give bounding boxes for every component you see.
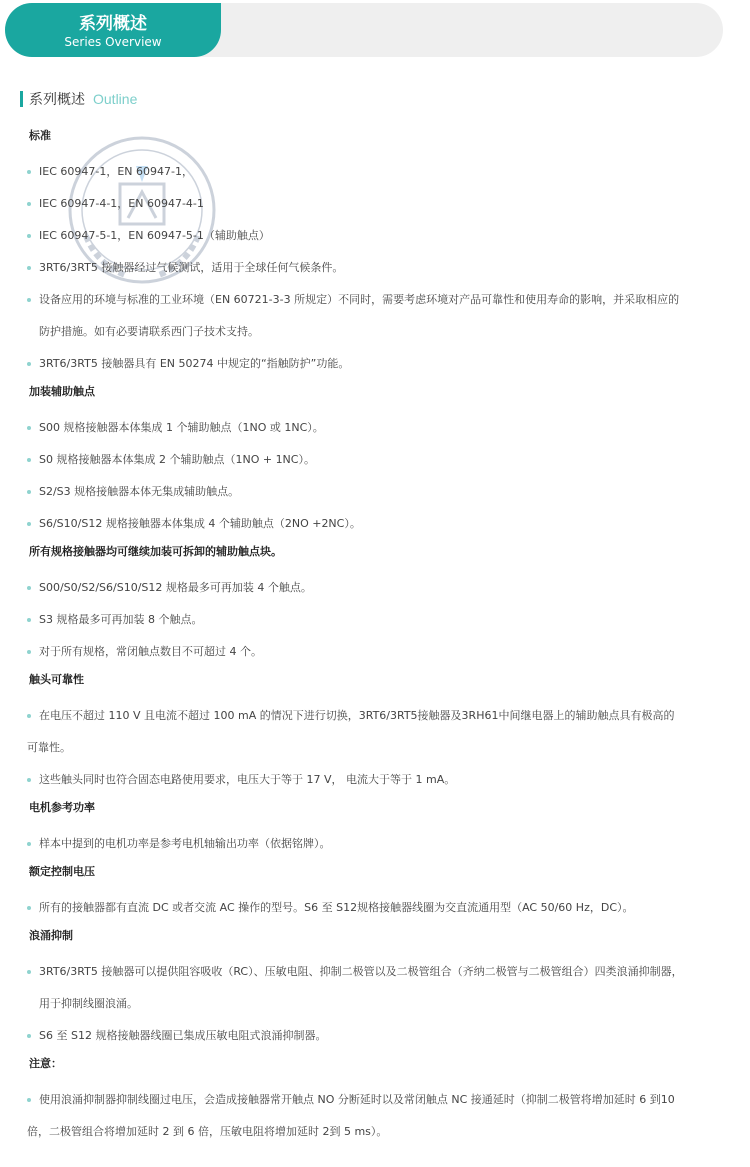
bullet-dot-icon (27, 202, 31, 206)
bullet-dot-icon (27, 266, 31, 270)
bullet-dot-icon (27, 170, 31, 174)
bullet-item (29, 348, 709, 380)
bullet-item (29, 604, 709, 636)
bullet-text: 3RT6/3RT5 接触器具有 EN 50274 中规定的“指触防护”功能。 (39, 357, 350, 370)
section-heading: 电机参考功率 (29, 801, 95, 814)
bullet-text: IEC 60947-1，EN 60947-1， (39, 165, 193, 178)
section-title-en: Outline (93, 91, 138, 107)
bullet-dot-icon (27, 650, 31, 654)
bullet-text: S2/S3 规格接触器本体无集成辅助触点。 (39, 485, 240, 498)
bullet-dot-icon (27, 970, 31, 974)
bullet-item (29, 636, 709, 668)
bullet-dot-icon (27, 586, 31, 590)
bullet-item (29, 1020, 709, 1052)
section-heading: 浪涌抑制 (29, 929, 73, 942)
bullet-item (29, 508, 709, 540)
bullet-item (29, 764, 709, 796)
content-area (29, 124, 709, 1148)
bullet-text: 3RT6/3RT5 接触器可以提供阻容吸收（RC）、压敏电阻、抑制二极管以及二极管组合（齐纳二极管与二极管组合）四类浪涌抑制器， (39, 965, 683, 978)
section-heading: 所有规格接触器均可继续加装可拆卸的辅助触点块。 (29, 545, 282, 558)
header-banner (5, 3, 723, 57)
bullet-text-continuation: 可靠性。 (27, 741, 71, 754)
bullet-text: 对于所有规格，常闭触点数目不可超过 4 个。 (39, 645, 262, 658)
bullet-text: 3RT6/3RT5 接触器经过气候测试，适用于全球任何气候条件。 (39, 261, 344, 274)
bullet-text: S6/S10/S12 规格接触器本体集成 4 个辅助触点（2NO +2NC）。 (39, 517, 361, 530)
bullet-dot-icon (27, 714, 31, 718)
bullet-dot-icon (27, 1034, 31, 1038)
section-heading: 额定控制电压 (29, 865, 95, 878)
bullet-item (29, 156, 709, 188)
bullet-text: S6 至 S12 规格接触器线圈已集成压敏电阻式浪涌抑制器。 (39, 1029, 327, 1042)
section-heading: 触头可靠性 (29, 673, 84, 686)
bullet-text: IEC 60947-4-1，EN 60947-4-1 (39, 197, 204, 210)
bullet-dot-icon (27, 458, 31, 462)
banner-tab (5, 3, 221, 57)
bullet-item (29, 892, 709, 924)
bullet-text: 样本中提到的电机功率是参考电机轴输出功率（依据铭牌）。 (39, 837, 331, 850)
bullet-text: S00 规格接触器本体集成 1 个辅助触点（1NO 或 1NC）。 (39, 421, 324, 434)
section-title-cn: 系列概述 (29, 92, 85, 108)
bullet-text-continuation: 倍，二极管组合将增加延时 2 到 6 倍，压敏电阻将增加延时 2到 5 ms）。 (27, 1125, 388, 1138)
bullet-text-continuation: 用于抑制线圈浪涌。 (39, 997, 138, 1010)
bullet-item (29, 252, 709, 284)
bullet-text: 在电压不超过 110 V 且电流不超过 100 mA 的情况下进行切换，3RT6/3RT5接触器及3RH61中间继电器上的辅助触点具有极高的 (39, 709, 675, 722)
bullet-item (29, 188, 709, 220)
banner-title-en: Series Overview (64, 35, 162, 49)
bullet-item (29, 828, 709, 860)
section-title (20, 90, 137, 108)
bullet-item (29, 220, 709, 252)
bullet-dot-icon (27, 362, 31, 366)
bullet-item (29, 572, 709, 604)
bullet-dot-icon (27, 490, 31, 494)
section-heading: 加装辅助触点 (29, 385, 95, 398)
bullet-dot-icon (27, 618, 31, 622)
bullet-text: S3 规格最多可再加装 8 个触点。 (39, 613, 203, 626)
bullet-dot-icon (27, 778, 31, 782)
bullet-dot-icon (27, 234, 31, 238)
section-heading: 注意： (29, 1057, 62, 1070)
bullet-text-continuation: 防护措施。如有必要请联系西门子技术支持。 (39, 325, 259, 338)
banner-title-cn: 系列概述 (79, 14, 147, 34)
bullet-text: 这些触头同时也符合固态电路使用要求，电压大于等于 17 V， 电流大于等于 1 mA。 (39, 773, 456, 786)
bullet-dot-icon (27, 1098, 31, 1102)
bullet-dot-icon (27, 426, 31, 430)
bullet-text: S0 规格接触器本体集成 2 个辅助触点（1NO + 1NC）。 (39, 453, 315, 466)
bullet-dot-icon (27, 522, 31, 526)
bullet-item (29, 476, 709, 508)
bullet-text: 使用浪涌抑制器抑制线圈过电压，会造成接触器常开触点 NO 分断延时以及常闭触点 NC 接通延时（抑制二极管将增加延时 6 到10 (39, 1093, 675, 1106)
bullet-dot-icon (27, 298, 31, 302)
bullet-item (29, 700, 709, 764)
section-accent-bar (20, 91, 23, 107)
bullet-dot-icon (27, 906, 31, 910)
bullet-text: 设备应用的环境与标准的工业环境（EN 60721-3-3 所规定）不同时，需要考虑环境对产品可靠性和使用寿命的影响，并采取相应的 (39, 293, 680, 306)
bullet-item (29, 1084, 709, 1148)
bullet-text: IEC 60947-5-1，EN 60947-5-1（辅助触点） (39, 229, 270, 242)
section-heading: 标准 (29, 129, 51, 142)
bullet-item (29, 284, 709, 348)
bullet-dot-icon (27, 842, 31, 846)
bullet-text: 所有的接触器都有直流 DC 或者交流 AC 操作的型号。S6 至 S12规格接触器线圈为交直流通用型（AC 50/60 Hz，DC）。 (39, 901, 634, 914)
bullet-item (29, 956, 709, 1020)
bullet-text: S00/S0/S2/S6/S10/S12 规格最多可再加装 4 个触点。 (39, 581, 312, 594)
bullet-item (29, 444, 709, 476)
bullet-item (29, 412, 709, 444)
